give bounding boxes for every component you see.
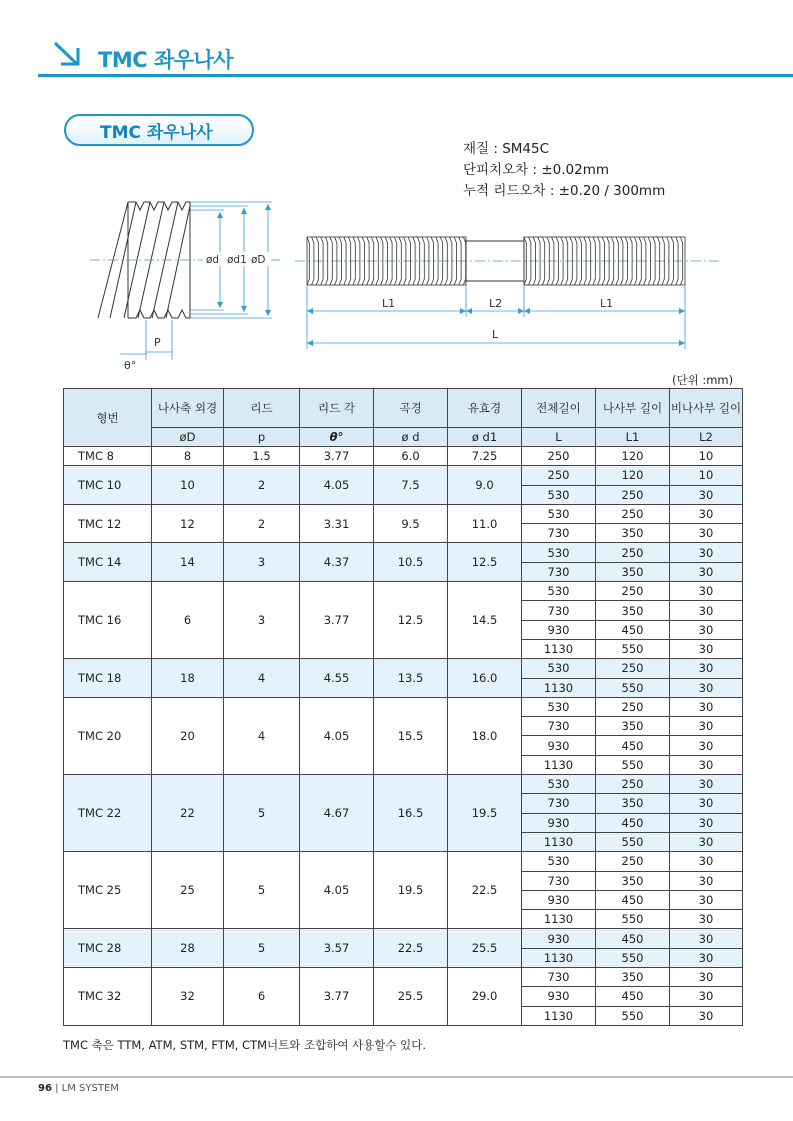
thread-length-cell: 350 <box>596 524 670 543</box>
lead-angle-cell: 4.55 <box>300 659 374 698</box>
thread-length-cell: 450 <box>596 987 670 1006</box>
thread-length-cell: 350 <box>596 601 670 620</box>
lead-cell: 5 <box>224 775 300 852</box>
arrow-down-right-icon <box>52 40 82 68</box>
total-length-cell: 530 <box>522 697 596 716</box>
model-cell: TMC 20 <box>64 697 152 774</box>
nonthread-length-cell: 30 <box>670 910 743 929</box>
lead-angle-cell: 3.57 <box>300 929 374 968</box>
header-rule <box>38 74 793 77</box>
model-cell: TMC 22 <box>64 775 152 852</box>
thread-length-cell: 350 <box>596 562 670 581</box>
nonthread-length-cell: 30 <box>670 832 743 851</box>
total-length-cell: 530 <box>522 775 596 794</box>
header-lead: 리드 <box>224 389 300 428</box>
thread-length-cell: 250 <box>596 852 670 871</box>
total-length-cell: 1130 <box>522 1006 596 1025</box>
nonthread-length-cell: 30 <box>670 659 743 678</box>
nonthread-length-cell: 30 <box>670 871 743 890</box>
thread-length-cell: 250 <box>596 543 670 562</box>
total-length-cell: 730 <box>522 524 596 543</box>
effective-cell: 22.5 <box>448 852 522 929</box>
nonthread-length-cell: 30 <box>670 775 743 794</box>
total-length-cell: 1130 <box>522 910 596 929</box>
lead-angle-cell: 3.77 <box>300 582 374 659</box>
effective-cell: 25.5 <box>448 929 522 968</box>
outer-cell: 12 <box>152 504 224 543</box>
effective-cell: 18.0 <box>448 697 522 774</box>
outer-cell: 28 <box>152 929 224 968</box>
symbol-effective: ø d1 <box>448 428 522 447</box>
total-length-cell: 530 <box>522 543 596 562</box>
header-effective: 유효경 <box>448 389 522 428</box>
root-cell: 19.5 <box>374 852 448 929</box>
nonthread-length-cell: 30 <box>670 948 743 967</box>
thread-length-cell: 350 <box>596 717 670 736</box>
model-cell: TMC 28 <box>64 929 152 968</box>
d1-label: ød1 <box>227 254 247 266</box>
outer-cell: 32 <box>152 968 224 1026</box>
thread-length-cell: 250 <box>596 582 670 601</box>
lead-angle-cell: 4.67 <box>300 775 374 852</box>
outer-cell: 8 <box>152 447 224 466</box>
symbol-lead: p <box>224 428 300 447</box>
spec-table <box>63 388 743 1026</box>
header-model: 형번 <box>64 389 152 447</box>
thread-length-cell: 450 <box>596 929 670 948</box>
lead-cell: 4 <box>224 697 300 774</box>
effective-cell: 9.0 <box>448 466 522 505</box>
thread-length-cell: 550 <box>596 910 670 929</box>
nonthread-length-cell: 30 <box>670 852 743 871</box>
nonthread-length-cell: 30 <box>670 1006 743 1025</box>
total-length-cell: 930 <box>522 929 596 948</box>
screw-rod-diagram <box>295 225 720 350</box>
lead-angle-cell: 4.05 <box>300 466 374 505</box>
model-cell: TMC 10 <box>64 466 152 505</box>
thread-length-cell: 550 <box>596 639 670 658</box>
thread-length-cell: 450 <box>596 813 670 832</box>
D-label: øD <box>251 254 266 266</box>
outer-cell: 6 <box>152 582 224 659</box>
thread-length-cell: 550 <box>596 1006 670 1025</box>
p-label: P <box>154 336 161 349</box>
thread-length-cell: 250 <box>596 485 670 504</box>
effective-cell: 19.5 <box>448 775 522 852</box>
total-length-cell: 1130 <box>522 755 596 774</box>
header-lead-angle: 리드 각 <box>300 389 374 428</box>
total-length-cell: 530 <box>522 852 596 871</box>
lead-cell: 5 <box>224 929 300 968</box>
nonthread-length-cell: 30 <box>670 717 743 736</box>
total-length-cell: 930 <box>522 620 596 639</box>
lead-cell: 3 <box>224 582 300 659</box>
spec-lead-error: 누적 리드오차 : ±0.20 / 300mm <box>463 183 666 199</box>
page-number: 96 <box>38 1083 52 1094</box>
effective-cell: 16.0 <box>448 659 522 698</box>
lead-cell: 4 <box>224 659 300 698</box>
total-length-cell: 730 <box>522 794 596 813</box>
effective-cell: 29.0 <box>448 968 522 1026</box>
nonthread-length-cell: 30 <box>670 678 743 697</box>
lead-angle-cell: 3.31 <box>300 504 374 543</box>
total-length-cell: 730 <box>522 871 596 890</box>
lead-cell: 2 <box>224 466 300 505</box>
total-length-cell: 730 <box>522 601 596 620</box>
nonthread-length-cell: 30 <box>670 794 743 813</box>
total-length-cell: 1130 <box>522 678 596 697</box>
symbol-total-length: L <box>522 428 596 447</box>
table-row <box>64 929 743 948</box>
nonthread-length-cell: 30 <box>670 485 743 504</box>
lead-angle-cell: 3.77 <box>300 968 374 1026</box>
nonthread-length-cell: 30 <box>670 813 743 832</box>
model-cell: TMC 25 <box>64 852 152 929</box>
table-row <box>64 466 743 485</box>
symbol-lead-angle: θ° <box>300 428 374 447</box>
nonthread-length-cell: 30 <box>670 504 743 523</box>
outer-cell: 20 <box>152 697 224 774</box>
total-length-cell: 930 <box>522 813 596 832</box>
total-length-cell: 530 <box>522 582 596 601</box>
thread-length-cell: 550 <box>596 832 670 851</box>
lead-angle-cell: 3.77 <box>300 447 374 466</box>
root-cell: 22.5 <box>374 929 448 968</box>
outer-cell: 10 <box>152 466 224 505</box>
header-root: 곡경 <box>374 389 448 428</box>
model-cell: TMC 18 <box>64 659 152 698</box>
thread-length-cell: 450 <box>596 890 670 909</box>
total-length-cell: 250 <box>522 447 596 466</box>
header-nonthread-length: 비나사부 길이 <box>670 389 743 428</box>
thread-length-cell: 250 <box>596 659 670 678</box>
table-row <box>64 659 743 678</box>
nonthread-length-cell: 30 <box>670 639 743 658</box>
outer-cell: 14 <box>152 543 224 582</box>
thread-length-cell: 350 <box>596 968 670 987</box>
root-cell: 10.5 <box>374 543 448 582</box>
total-length-cell: 1130 <box>522 639 596 658</box>
page-footer: 96 | LM SYSTEM <box>38 1083 119 1094</box>
theta-label: θ° <box>124 359 137 372</box>
spec-pitch-error: 단피치오차 : ±0.02mm <box>463 162 610 178</box>
footnote: TMC 축은 TTM, ATM, STM, FTM, CTM너트와 조합하여 사용할수 있다. <box>63 1038 427 1052</box>
footer-brand: LM SYSTEM <box>61 1083 119 1094</box>
lead-cell: 2 <box>224 504 300 543</box>
effective-cell: 7.25 <box>448 447 522 466</box>
symbol-nonthread-length: L2 <box>670 428 743 447</box>
total-length-cell: 930 <box>522 890 596 909</box>
table-row <box>64 582 743 601</box>
symbol-thread-length: L1 <box>596 428 670 447</box>
header-total-length: 전체길이 <box>522 389 596 428</box>
nonthread-length-cell: 30 <box>670 968 743 987</box>
symbol-root: ø d <box>374 428 448 447</box>
total-length-cell: 930 <box>522 987 596 1006</box>
total-length-cell: 730 <box>522 717 596 736</box>
table-row <box>64 775 743 794</box>
nonthread-length-cell: 30 <box>670 929 743 948</box>
thread-length-cell: 250 <box>596 504 670 523</box>
section-title: TMC 좌우나사 <box>100 123 213 143</box>
l-label: L <box>492 328 499 341</box>
nonthread-length-cell: 30 <box>670 890 743 909</box>
effective-cell: 14.5 <box>448 582 522 659</box>
thread-length-cell: 350 <box>596 794 670 813</box>
root-cell: 25.5 <box>374 968 448 1026</box>
total-length-cell: 530 <box>522 504 596 523</box>
root-cell: 16.5 <box>374 775 448 852</box>
effective-cell: 11.0 <box>448 504 522 543</box>
thread-length-cell: 120 <box>596 466 670 485</box>
lead-cell: 1.5 <box>224 447 300 466</box>
outer-cell: 25 <box>152 852 224 929</box>
total-length-cell: 730 <box>522 562 596 581</box>
lead-angle-cell: 4.05 <box>300 697 374 774</box>
total-length-cell: 530 <box>522 659 596 678</box>
table-row <box>64 852 743 871</box>
total-length-cell: 250 <box>522 466 596 485</box>
l1-left-label: L1 <box>382 297 396 310</box>
root-cell: 6.0 <box>374 447 448 466</box>
d-label: ød <box>206 254 220 266</box>
thread-length-cell: 550 <box>596 755 670 774</box>
thread-profile-diagram <box>90 192 280 372</box>
thread-length-cell: 350 <box>596 871 670 890</box>
table-row <box>64 697 743 716</box>
model-cell: TMC 16 <box>64 582 152 659</box>
total-length-cell: 930 <box>522 736 596 755</box>
unit-note: (단위 :mm) <box>672 373 734 387</box>
root-cell: 12.5 <box>374 582 448 659</box>
total-length-cell: 530 <box>522 485 596 504</box>
total-length-cell: 1130 <box>522 948 596 967</box>
nonthread-length-cell: 30 <box>670 601 743 620</box>
page-title: TMC 좌우나사 <box>98 48 234 72</box>
lead-angle-cell: 4.05 <box>300 852 374 929</box>
total-length-cell: 730 <box>522 968 596 987</box>
nonthread-length-cell: 30 <box>670 736 743 755</box>
table-row <box>64 447 743 466</box>
header-thread-length: 나사부 길이 <box>596 389 670 428</box>
nonthread-length-cell: 30 <box>670 987 743 1006</box>
thread-length-cell: 250 <box>596 775 670 794</box>
nonthread-length-cell: 30 <box>670 543 743 562</box>
nonthread-length-cell: 10 <box>670 447 743 466</box>
lead-cell: 5 <box>224 852 300 929</box>
nonthread-length-cell: 30 <box>670 755 743 774</box>
thread-length-cell: 120 <box>596 447 670 466</box>
effective-cell: 12.5 <box>448 543 522 582</box>
thread-length-cell: 550 <box>596 948 670 967</box>
nonthread-length-cell: 10 <box>670 466 743 485</box>
model-cell: TMC 32 <box>64 968 152 1026</box>
nonthread-length-cell: 30 <box>670 620 743 639</box>
header-outer: 나사축 외경 <box>152 389 224 428</box>
thread-length-cell: 450 <box>596 620 670 639</box>
model-cell: TMC 8 <box>64 447 152 466</box>
root-cell: 9.5 <box>374 504 448 543</box>
outer-cell: 22 <box>152 775 224 852</box>
thread-length-cell: 250 <box>596 697 670 716</box>
table-row <box>64 543 743 562</box>
nonthread-length-cell: 30 <box>670 582 743 601</box>
table-row <box>64 504 743 523</box>
nonthread-length-cell: 30 <box>670 697 743 716</box>
thread-length-cell: 450 <box>596 736 670 755</box>
lead-cell: 6 <box>224 968 300 1026</box>
thread-length-cell: 550 <box>596 678 670 697</box>
symbol-outer: øD <box>152 428 224 447</box>
model-cell: TMC 14 <box>64 543 152 582</box>
footer-rule <box>0 1076 793 1078</box>
nonthread-length-cell: 30 <box>670 562 743 581</box>
table-row <box>64 968 743 987</box>
l2-label: L2 <box>489 297 503 310</box>
nonthread-length-cell: 30 <box>670 524 743 543</box>
l1-right-label: L1 <box>600 297 614 310</box>
lead-angle-cell: 4.37 <box>300 543 374 582</box>
spec-material: 재질 : SM45C <box>463 141 550 157</box>
root-cell: 15.5 <box>374 697 448 774</box>
lead-cell: 3 <box>224 543 300 582</box>
root-cell: 13.5 <box>374 659 448 698</box>
outer-cell: 18 <box>152 659 224 698</box>
total-length-cell: 1130 <box>522 832 596 851</box>
model-cell: TMC 12 <box>64 504 152 543</box>
root-cell: 7.5 <box>374 466 448 505</box>
